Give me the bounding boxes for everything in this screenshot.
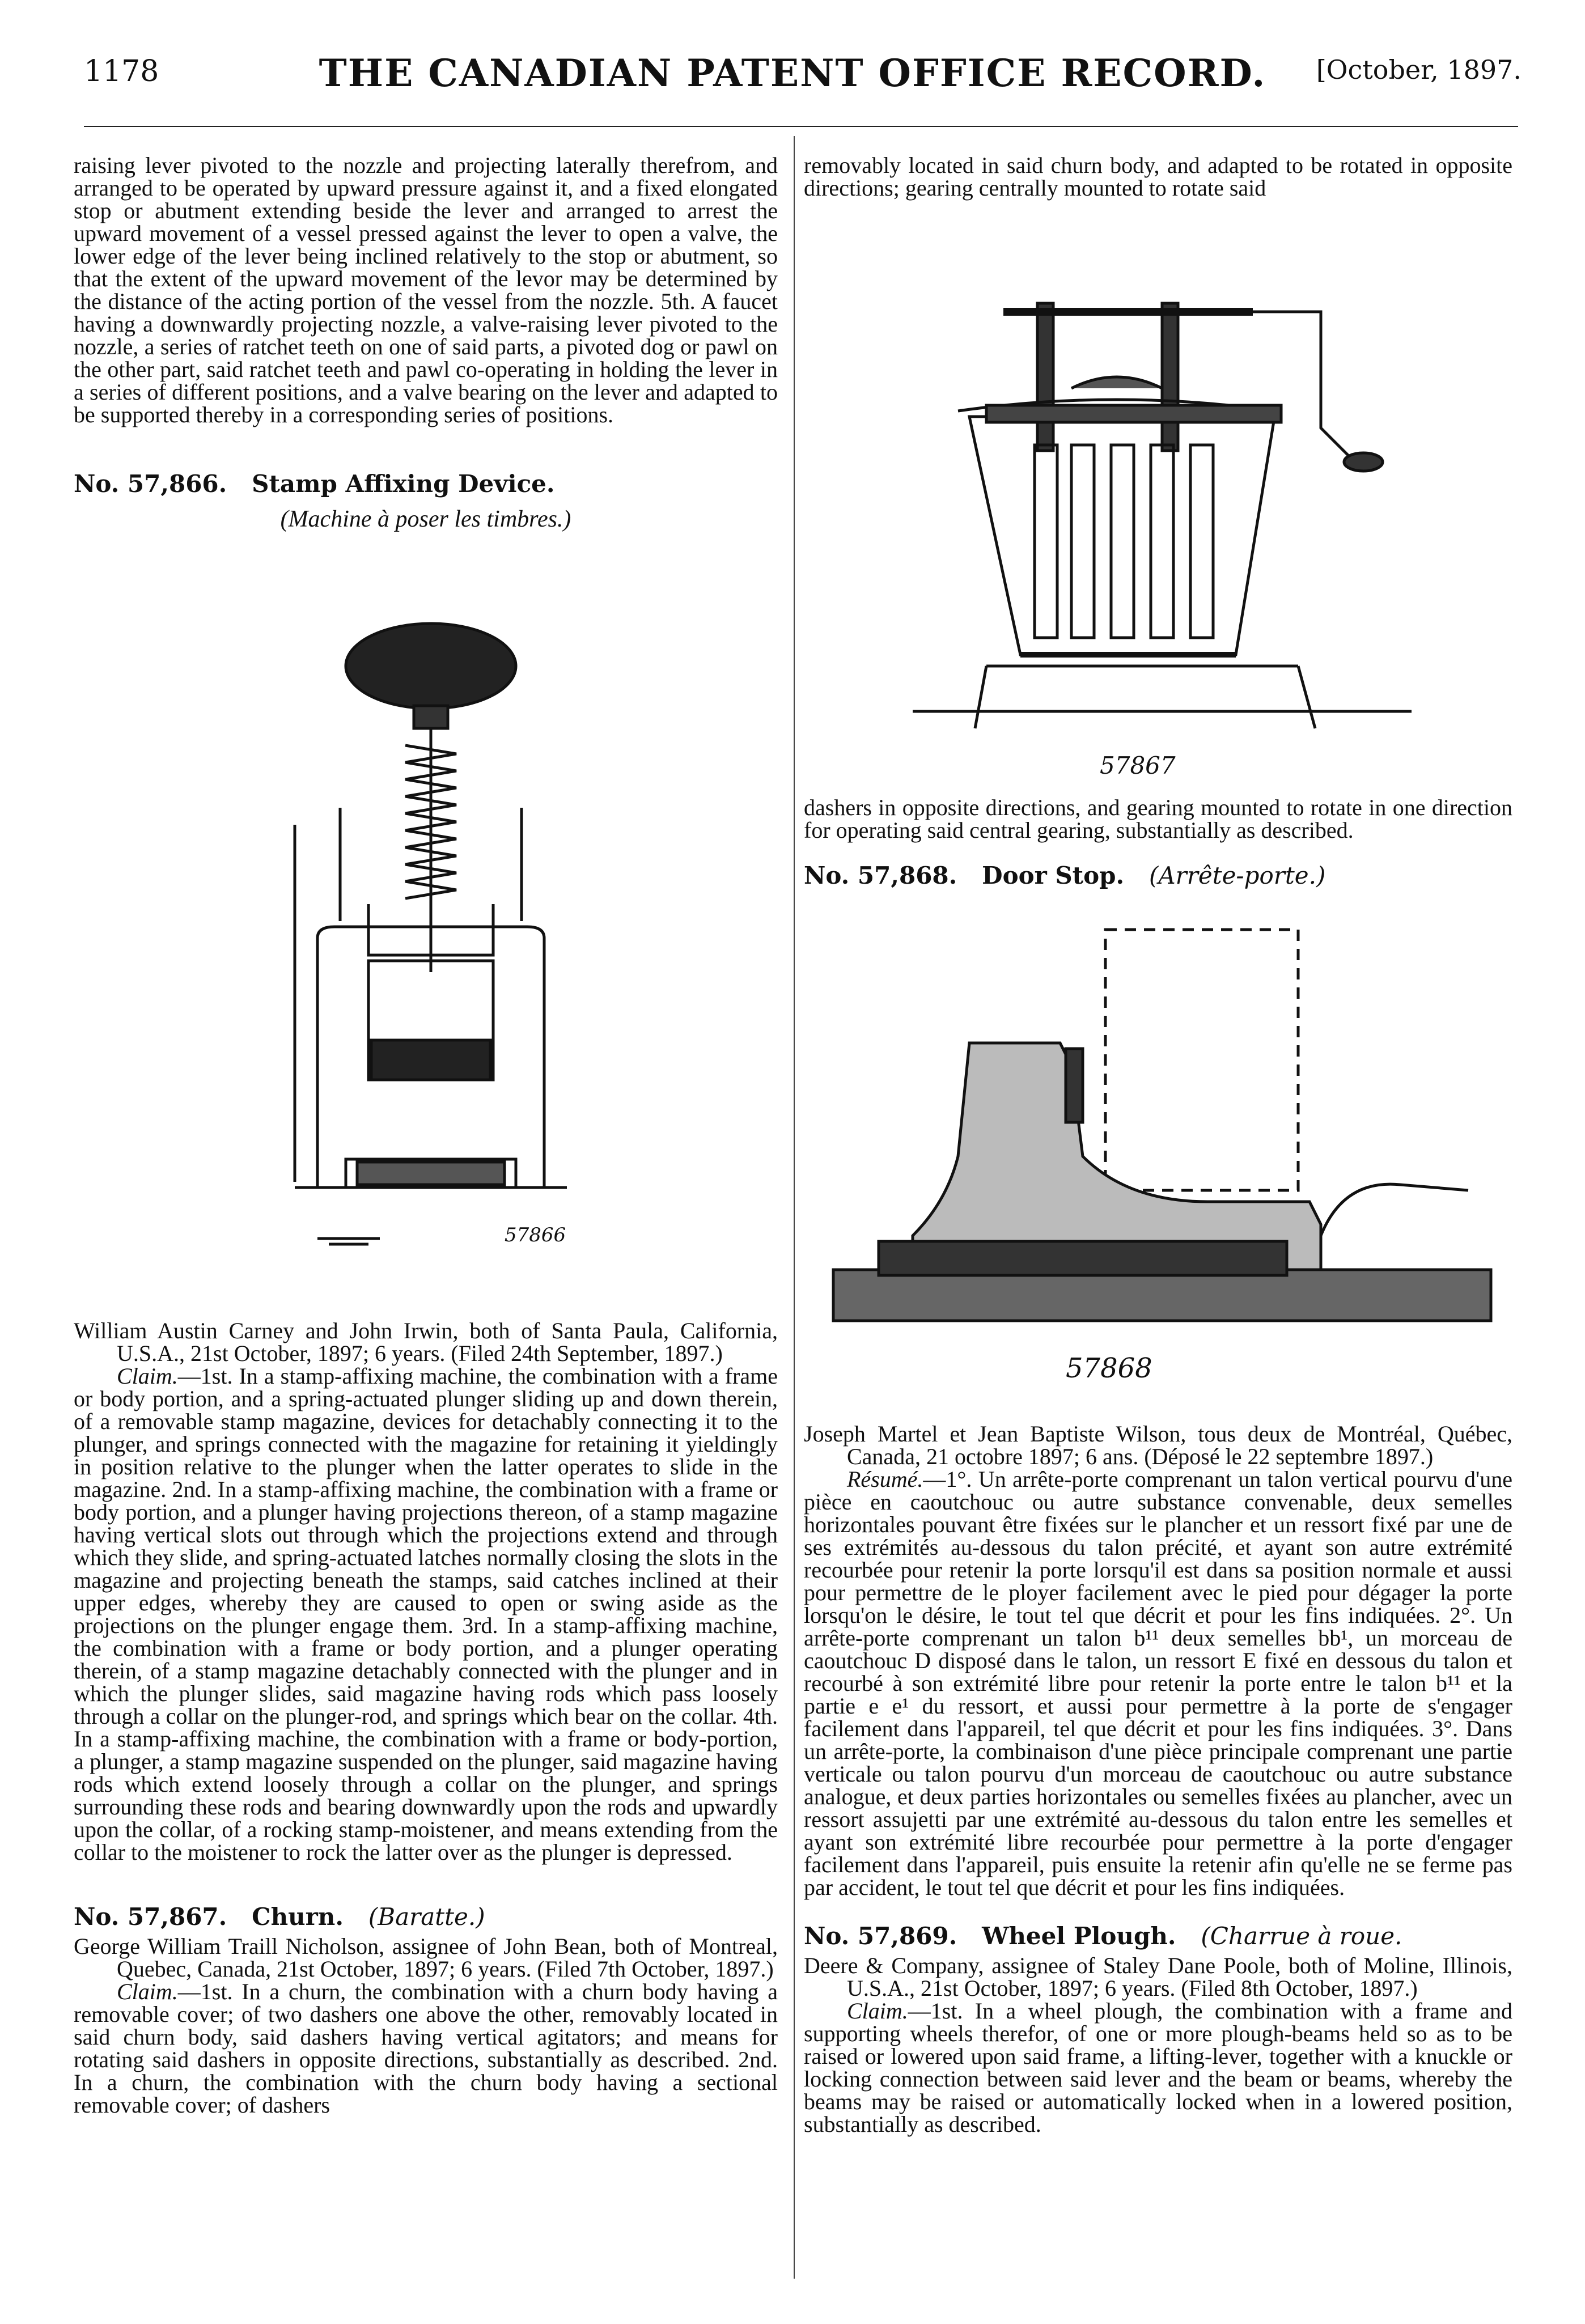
journal-title: THE CANADIAN PATENT OFFICE RECORD. [319, 51, 1266, 95]
patent-867-continued: removably located in said churn body, and adapted to be rotated in opposite directions; gearing centrally mounted to rotate said [804, 152, 1512, 201]
patent-number: No. 57,866. [74, 470, 227, 498]
right-column-top [804, 154, 1512, 200]
patent-867-conclusion: dashers in opposite directions, and gearing mounted to rotate in one direction for operating said central gearing, substantially as described. [804, 795, 1512, 843]
column-divider [794, 136, 795, 2279]
figure-caption: 57866 [505, 1224, 566, 1246]
figure-57866 [261, 621, 612, 1261]
patent-french-title: (Arrête-porte.) [1149, 862, 1326, 889]
claim-label: Résumé. [847, 1466, 923, 1492]
patent-number: No. 57,867. [74, 1903, 227, 1931]
patent-866-heading [74, 470, 778, 498]
claim-text: —1st. In a stamp-affixing machine, the combination with a frame or body portion, and a spring-actuated plunger sliding up and down therein, of a removable stamp magazine, devices for detachably connecting it to the plunger, and springs connected with the magazine for retaining it yieldingly in position relative to the plunger when the latter operates to slide in the magazine. 2nd. In a stamp-affixing machine, the combination with a frame or body portion, and a plunger having projections thereon, of a stamp magazine having vertical slots out through which the projections extend and through which they slide, and spring-actuated latches normally closing the slots in the magazine and projecting beneath the stamps, said catches inclined at their upper edges, whereby they are caused to open or swing aside as the projections on the plunger engage them. 3rd. In a stamp-affixing machine, the combination with a frame or body portion, and a plunger operating therein, of a stamp magazine detachably connected with the plunger and in which the plunger slides, said magazine having rods which pass loosely through a collar on the plunger-rod, and springs which bear on the collar. 4th. In a stamp-affixing machine, the combination with a frame or body-portion, a plunger, a stamp magazine suspended on the plunger, said magazine having rods which extend loosely through a collar on the plunger, and springs surrounding these rods and bearing downwardly upon the rods and upwardly upon the collar, of a rocking stamp-moistener, and means extending from the collar to the moistener to rock the latter over as the plunger is depressed. [74, 1363, 778, 1865]
patent-french-title: (Baratte.) [368, 1903, 485, 1931]
header-rule [84, 126, 1518, 127]
patent-868-resume [804, 1468, 1512, 1899]
patent-866-claim [74, 1365, 778, 1864]
continued-text: raising lever pivoted to the nozzle and projecting laterally therefrom, and arranged to be operated by upward pressure against it, and a fixed elongated stop or abutment extending beside the lever and arranged to arrest the upward movement of a vessel pressed against the lever to open a valve, the lower edge of the lever being inclined relatively to the stop or abutment, so that the extent of the upward movement of the levor may be determined by the distance of the acting portion of the vessel from the nozzle. 5th. A faucet having a downwardly projecting nozzle, a valve-raising lever pivoted to the nozzle, a series of ratchet teeth on one of said parts, a pivoted dog or pawl on the other part, said ratchet teeth and pawl co-operating in holding the lever in a series of different positions, and a valve bearing on the lever and adapted to be supported thereby in a corresponding series of positions. [74, 152, 778, 427]
right-column-bottom [804, 1423, 1512, 2136]
issue-date: [October, 1897. [1316, 54, 1522, 85]
claim-text: —1st. In a churn, the combination with a churn body having a removable cover; of two dashers one above the other, removably located in said churn body, said dashers having vertical agitators; and means for rotating said dashers in opposite directions, substantially as described. 2nd. In a churn, the combination with the churn body having a sectional removable cover; of dashers [74, 1979, 778, 2118]
claim-label: Claim. [847, 1998, 908, 2024]
patent-title: Churn. [252, 1903, 344, 1931]
patent-867-claim [74, 1981, 778, 2117]
claim-label: Claim. [117, 1363, 178, 1389]
patent-title: Stamp Affixing Device. [252, 470, 555, 498]
patent-868-heading [804, 864, 1512, 887]
patent-french-title: (Machine à poser les timbres.) [280, 506, 571, 532]
page-header [0, 0, 1585, 130]
right-column-middle [804, 796, 1512, 887]
figure-caption: 57868 [1066, 1352, 1152, 1384]
patent-867-heading [74, 1903, 778, 1931]
claim-text: —1st. In a wheel plough, the combination with a frame and supporting wheels therefor, of one or more plough-beams held so as to be raised or lowered upon said frame, a lifting-lever, together with a knuckle or locking connection between said lever and the beam or beams, whereby the beams may be raised or automatically locked when in a lowered position, substantially as described. [804, 1998, 1512, 2137]
patent-868-inventors: Joseph Martel et Jean Baptiste Wilson, tous deux de Montréal, Québec, Canada, 21 octobre 1897; 6 ans. (Déposé le 22 septembre 1897.) [804, 1421, 1512, 1469]
patent-869-claim [804, 2000, 1512, 2136]
left-column-bottom [74, 1320, 778, 2117]
patent-866-inventors: William Austin Carney and John Irwin, both of Santa Paula, California, U.S.A., 21st October, 1897; 6 years. (Filed 24th September, 1897.) [74, 1318, 778, 1366]
patent-869-inventors: Deere & Company, assignee of Staley Dane Poole, both of Moline, Illinois, U.S.A., 21st October, 1897; 6 years. (Filed 8th October, 1897.) [804, 1953, 1512, 2001]
claim-text: —1°. Un arrête-porte comprenant un talon vertical pourvu d'une pièce en caoutchouc ou autre substance convenable, deux semelles horizontales pouvant être fixées sur le plancher et un ressort fixé par une de ses extrémités au-dessous du talon précité, et ayant son autre extrémité recourbée pour retenir la porte lorsqu'il est dans sa position normale et aussi pour permettre de le ployer facilement avec le pied pour dégager la porte lorsqu'on le désire, le tout tel que décrit et pour les fins indiquées. 2°. Un arrête-porte comprenant un talon b¹¹ deux semelles bb¹, un morceau de caoutchouc D disposé dans le talon, un ressort E fixé en dessous du talon et recourbé à son extrémité libre pour retenir la porte entre le talon b¹¹ et la partie e e¹ du ressort, et aussi pour permettre à la porte de s'engager facilement dans l'appareil, tel que décrit et pour les fins indiquées. 3°. Dans un arrête-porte, la combinaison d'une pièce principale comprenant une partie verticale ou talon pourvu d'un morceau de caoutchouc ou autre substance analogue, et deux parties horizontales ou semelles fixées au plancher, avec un ressort assujetti par une extrémité au-dessous du talon entre les semelles et ayant son extrémité libre recourbée pour permettre à la porte d'engager facilement dans l'appareil, puis ensuite la retenir afin qu'elle ne se ferme pas par accident, le tout tel que décrit et pour les fins indiquées. [804, 1466, 1512, 1900]
figure-caption: 57867 [1100, 752, 1176, 779]
figure-57868 [811, 918, 1525, 1411]
patent-867-inventors: George William Traill Nicholson, assignee of John Bean, both of Montreal, Quebec, Canada, 21st October, 1897; 6 years. (Filed 7th October, 1897.) [74, 1933, 778, 1982]
claim-label: Claim. [117, 1979, 178, 2004]
patent-number: No. 57,868. [804, 862, 957, 889]
page-number: 1178 [84, 54, 159, 88]
patent-number: No. 57,869. [804, 1922, 957, 1950]
figure-57867 [901, 218, 1434, 785]
left-column-top [74, 154, 778, 531]
patent-french-title: (Charrue à roue. [1201, 1922, 1402, 1950]
patent-title: Door Stop. [982, 862, 1125, 889]
patent-title: Wheel Plough. [982, 1922, 1176, 1950]
patent-869-heading [804, 1922, 1512, 1950]
